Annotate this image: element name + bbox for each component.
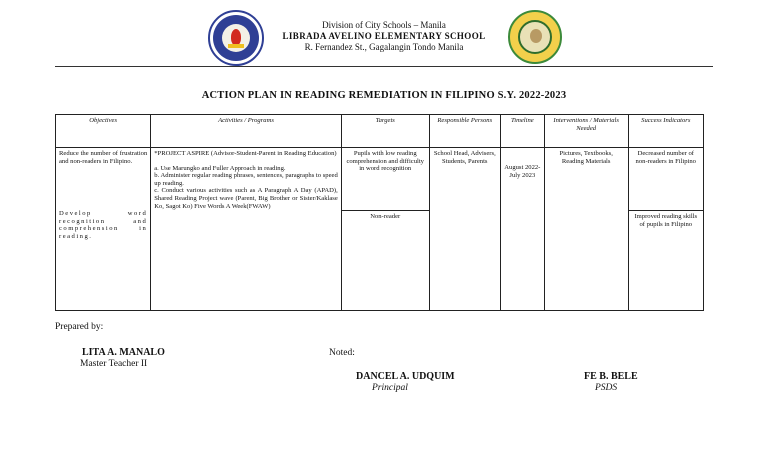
principal-title: Principal [372, 383, 408, 393]
activity-c: c. Conduct various activities such as A Paragraph A Day (APAD), Shared Reading Project wave (Parent, Big Brother or Sister/Kaklase Ko, Sagot Ko) Five Words A Week(FWAW) [154, 187, 338, 210]
activity-project: *PROJECT ASPIRE (Advisor-Student-Parent in Reading Education) [154, 150, 337, 157]
header-activities: Activities / Programs [151, 115, 342, 148]
prepared-by-title: Master Teacher II [80, 359, 148, 369]
page-title: ACTION PLAN IN READING REMEDIATION IN FILIPINO S.Y. 2022-2023 [201, 90, 567, 101]
materials-cell: Pictures, Textbooks, Reading Materials [544, 148, 628, 311]
header-divider [55, 66, 713, 67]
target-1: Pupils with low reading comprehension and difficulty in word recognition [341, 148, 429, 211]
header-success: Success Indicators [628, 115, 703, 148]
psds-title: PSDS [595, 383, 618, 393]
header-timeline: Timeline [500, 115, 544, 148]
division-line: Division of City Schools – Manila [322, 20, 446, 30]
objectives-cell [56, 148, 151, 311]
timeline-cell [500, 148, 544, 311]
objective-2: Develop word recognition and comprehension in reading. [59, 210, 148, 240]
success-2: Improved reading skills of pupils in Filipino [628, 211, 703, 311]
activity-a: a. Use Marungko and Fuller Approach in reading. [154, 164, 286, 172]
header-objectives: Objectives [56, 115, 151, 148]
header-targets: Targets [341, 115, 429, 148]
header-materials: Interventions / Materials Needed [544, 115, 628, 148]
target-2: Non-reader [341, 211, 429, 311]
header-responsible: Responsible Persons [429, 115, 500, 148]
principal-name: DANCEL A. UDQUIM [356, 371, 455, 382]
objective-1: Reduce the number of frustration and non-readers in Filipino. [59, 150, 148, 165]
responsible-cell: School Head, Advisers, Students, Parents [429, 148, 500, 311]
school-address: R. Fernandez St., Gagalangin Tondo Manila [304, 42, 464, 52]
activities-cell [151, 148, 342, 311]
activity-b: b. Administer regular reading phrases, sentences, paragraphs to speed up reading. [154, 172, 338, 187]
action-plan-table [55, 114, 704, 311]
success-1: Decreased number of non-readers in Filipino [628, 148, 703, 211]
table-row [56, 148, 704, 211]
noted-label: Noted: [329, 348, 355, 358]
prepared-by-label: Prepared by: [55, 322, 104, 332]
timeline-text: August 2022- July 2023 [504, 164, 541, 179]
psds-name: FE B. BELE [584, 371, 638, 382]
school-name: LIBRADA AVELINO ELEMENTARY SCHOOL [282, 31, 486, 41]
prepared-by-name: LITA A. MANALO [82, 347, 165, 358]
table-header-row [56, 115, 704, 148]
